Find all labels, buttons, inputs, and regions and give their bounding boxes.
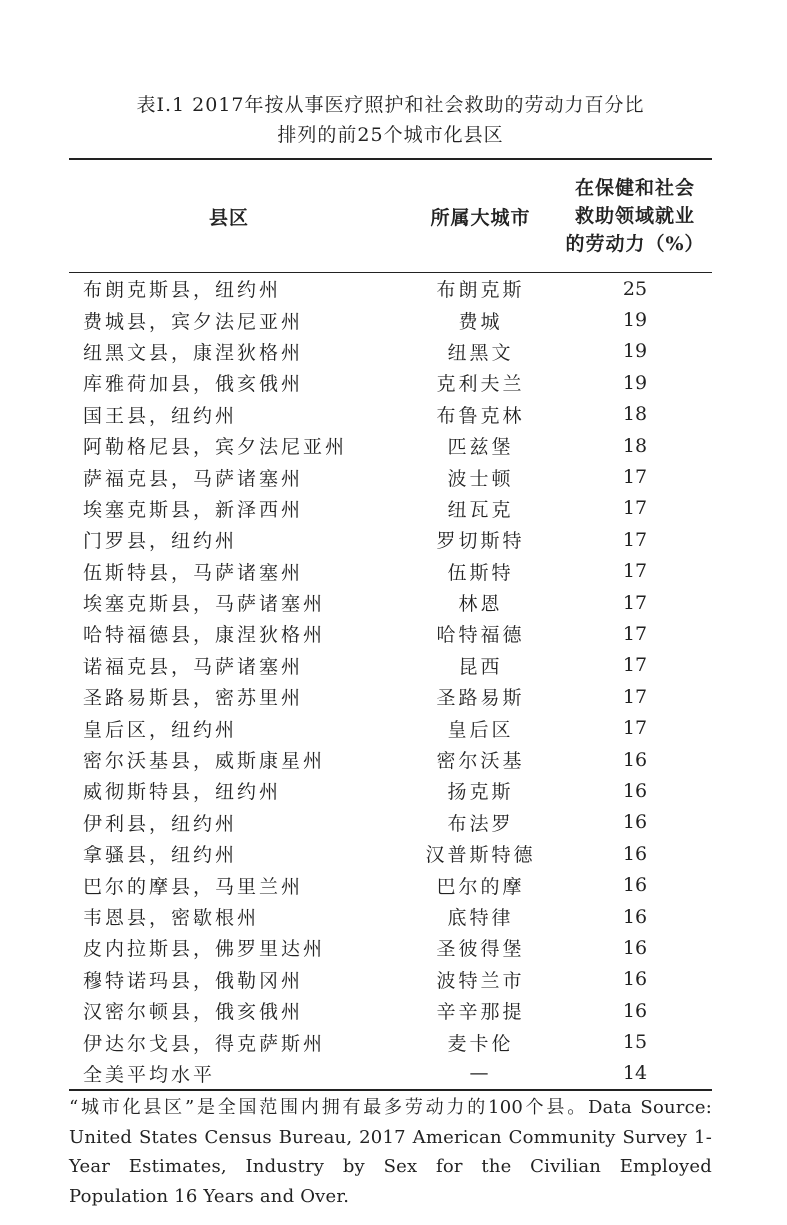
cell-county: 全美平均水平 [83,1063,216,1086]
cell-percent: 19 [622,371,648,394]
cell-metro: 伍斯特 [447,561,514,584]
cell-metro: 林恩 [458,593,503,616]
cell-percent: 16 [622,748,648,771]
cell-county: 费城县，宾夕法尼亚州 [83,310,304,333]
cell-percent: 16 [622,874,648,897]
cell-county: 纽黑文县，康涅狄格州 [83,341,304,364]
cell-metro: 匹兹堡 [447,436,514,459]
table-header-row [69,160,712,272]
cell-county: 诺福克县，马萨诸塞州 [83,655,304,678]
table-bottom-rule [69,1089,712,1091]
cell-metro: 哈特福德 [436,624,525,647]
header-percent-line-3: 的劳动力（%） [565,233,705,255]
table-row [69,681,712,712]
cell-county: 皇后区，纽约州 [83,718,238,741]
cell-percent: 16 [622,842,648,865]
cell-metro: 圣路易斯 [436,687,525,710]
table-row [69,618,712,649]
table-row [69,807,712,838]
cell-percent: 17 [622,685,648,708]
cell-county: 伍斯特县，马萨诸塞州 [83,561,304,584]
cell-percent: 16 [622,936,648,959]
cell-county: 库雅荷加县，俄亥俄州 [83,373,304,396]
table-row [69,367,712,398]
cell-county: 皮内拉斯县，佛罗里达州 [83,938,326,961]
cell-county: 哈特福德县，康涅狄格州 [83,624,326,647]
cell-county: 威彻斯特县，纽约州 [83,781,282,804]
cell-percent: 17 [622,654,648,677]
cell-metro: 布法罗 [447,812,514,835]
table-row [69,650,712,681]
cell-percent: 17 [622,560,648,583]
cell-percent: 17 [622,497,648,520]
cell-metro: 巴尔的摩 [436,875,525,898]
cell-metro: 克利夫兰 [436,373,525,396]
cell-percent: 19 [622,309,648,332]
cell-metro: 麦卡伦 [447,1032,514,1055]
document-page [69,90,712,1211]
table-row [69,556,712,587]
cell-county: 圣路易斯县，密苏里州 [83,687,304,710]
cell-percent: 17 [622,466,648,489]
table-row [69,775,712,806]
cell-metro: 圣彼得堡 [436,938,525,961]
cell-county: 伊利县，纽约州 [83,812,238,835]
table-row [69,744,712,775]
cell-county: 汉密尔顿县，俄亥俄州 [83,1001,304,1024]
cell-percent: 17 [622,717,648,740]
cell-county: 布朗克斯县，纽约州 [83,279,282,302]
header-percent-line-1: 在保健和社会 [574,177,695,199]
table-row [69,524,712,555]
cell-metro: 辛辛那提 [436,1001,525,1024]
cell-percent: 18 [622,403,648,426]
cell-metro: 纽黑文 [447,341,514,364]
table-row [69,493,712,524]
header-metro: 所属大城市 [430,206,531,229]
cell-metro: 底特律 [447,907,514,929]
cell-county: 伊达尔戈县，得克萨斯州 [83,1032,326,1055]
cell-county: 萨福克县，马萨诸塞州 [83,467,304,490]
cell-county: 埃塞克斯县，马萨诸塞州 [83,593,326,616]
caption-line-2: 排列的前25个城市化县区 [277,124,504,146]
table-note: “城市化县区”是全国范围内拥有最多劳动力的100个县。Data Source: United States Census Bureau, 2017 American Community Survey 1-Year Estimates, Industry by Sex for the Civilian Employed Population 16 Years and Over. [69,1097,712,1207]
table-row [69,932,712,963]
table-row [69,430,712,461]
cell-percent: 17 [622,591,648,614]
cell-metro: 纽瓦克 [447,498,514,521]
cell-metro: 昆西 [458,655,503,678]
cell-county: 韦恩县，密歇根州 [83,907,260,929]
table-row [69,995,712,1026]
cell-percent: 18 [622,434,648,457]
cell-metro: 波特兰市 [436,969,525,992]
cell-metro: 汉普斯特德 [425,844,536,867]
cell-percent: 17 [622,528,648,551]
cell-metro: 费城 [458,310,503,333]
cell-percent: 15 [622,1031,648,1054]
table-row [69,964,712,995]
table-body [69,273,712,1089]
cell-percent: 17 [622,622,648,645]
cell-metro: 布鲁克林 [436,404,525,427]
cell-county: 拿骚县，纽约州 [83,844,238,867]
cell-percent: 25 [622,277,648,300]
table-row [69,273,712,304]
cell-county: 阿勒格尼县，宾夕法尼亚州 [83,436,348,459]
cell-county: 密尔沃基县，威斯康星州 [83,750,326,773]
table-row [69,461,712,492]
cell-county: 巴尔的摩县，马里兰州 [83,875,304,898]
data-table [69,160,712,1089]
table-row [69,587,712,618]
cell-metro: 皇后区 [447,718,514,741]
cell-metro: — [469,1062,492,1085]
table-row [69,869,712,900]
cell-county: 门罗县，纽约州 [83,530,238,553]
cell-percent: 19 [622,340,648,363]
cell-percent: 16 [622,905,648,928]
table-row [69,1058,712,1089]
header-county: 县区 [209,206,250,229]
cell-metro: 波士顿 [447,467,514,490]
cell-metro: 布朗克斯 [436,279,525,302]
table-row [69,901,712,932]
cell-percent: 16 [622,999,648,1022]
cell-percent: 14 [622,1062,648,1085]
cell-metro: 密尔沃基 [436,750,525,773]
cell-county: 穆特诺玛县，俄勒冈州 [83,969,304,992]
header-percent-line-2: 救助领域就业 [574,205,695,227]
cell-metro: 罗切斯特 [436,530,525,553]
table-row [69,399,712,430]
cell-percent: 16 [622,779,648,802]
table-row [69,304,712,335]
table-row [69,838,712,869]
table-row [69,1026,712,1057]
cell-county: 埃塞克斯县，新泽西州 [83,498,304,521]
cell-percent: 16 [622,811,648,834]
cell-percent: 16 [622,968,648,991]
table-caption [69,90,712,150]
caption-line-1: 表Ⅰ.1 2017年按从事医疗照护和社会救助的劳动力百分比 [136,94,645,116]
header-percent [558,160,712,272]
table-row [69,336,712,367]
cell-metro: 扬克斯 [447,781,514,804]
table-row [69,712,712,743]
cell-county: 国王县，纽约州 [83,404,238,427]
